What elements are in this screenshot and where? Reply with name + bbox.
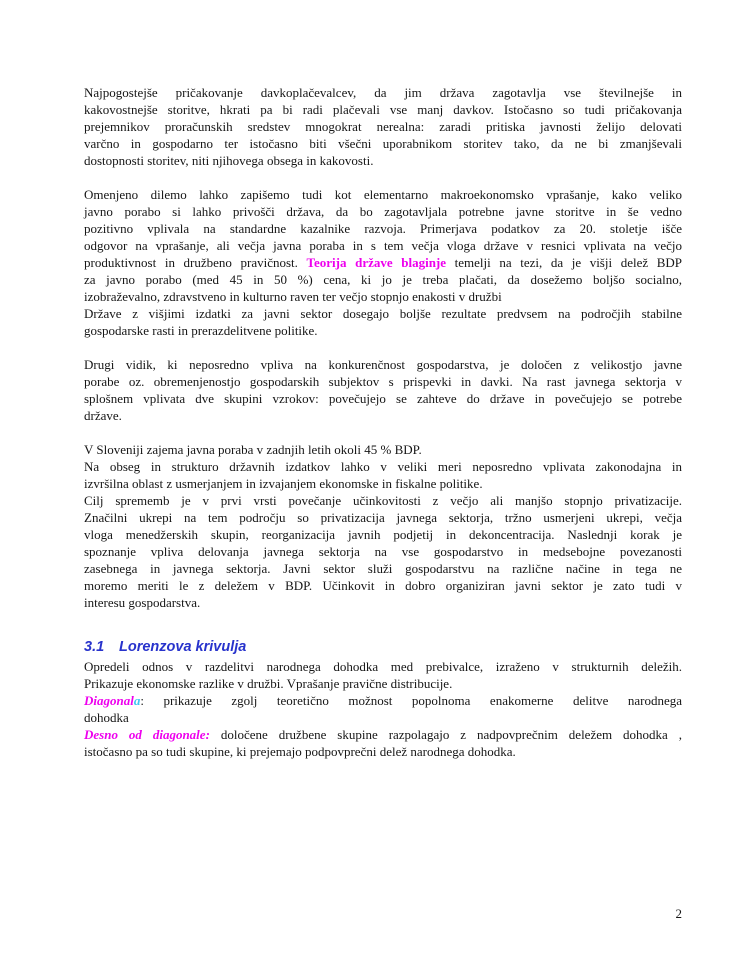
text-line: dohodka <box>84 710 129 725</box>
text-run: : prikazuje zgolj teoretično možnost popolnoma enakomerne delitve narodnega <box>140 693 682 708</box>
text-line: varčno in gospodarno ter istočasno biti všečni uporabnikom storitev tako, da ne bi zmanjševali <box>84 136 682 151</box>
text-line: spoznanje vpliva delovanja javnega sektorja na vse gospodarstvo in medsebojne povezanosti <box>84 544 682 559</box>
paragraph-slovenia-public-spending <box>84 441 682 611</box>
text-line: Cilj sprememb je v prvi vrsti povečanje učinkovitosti z večjo ali manjšo stopnjo privatizacije. <box>84 493 682 508</box>
term-desno-od-diagonale: Desno od diagonale: <box>84 727 210 742</box>
paragraph-taxpayer-expectations <box>84 84 682 169</box>
text-line: države. <box>84 408 122 423</box>
paragraph-lorenz-curve <box>84 658 682 760</box>
text-line: Najpogostejše pričakovanje davkoplačevalcev, da jim država zagotavlja vse številnejše in <box>84 85 682 100</box>
text-line: gospodarske rasti in prerazdelitvene politike. <box>84 323 318 338</box>
spacer <box>84 169 682 186</box>
text-line: prejemnikov proračunskih sredstev mnogokrat nerealna: zaradi pritiska javnosti želijo delovati <box>84 119 682 134</box>
text-line: kakovostnejše storitve, hkrati pa bi radi plačevali vse manj davkov. Istočasno so tudi pričakovanja <box>84 102 682 117</box>
page-body <box>84 84 682 760</box>
text-line <box>84 726 682 743</box>
text-line: porabe oz. obremenjenostjo gospodarskih subjektov s prispevki in davki. Na rast javnega sektorja v <box>84 374 682 389</box>
text-line: istočasno pa so tudi skupine, ki prejemajo podpovprečni delež narodnega dohodka. <box>84 744 516 759</box>
section-title: Lorenzova krivulja <box>119 639 247 655</box>
text-line: vloga menedžerskih skupin, reorganizacija javnih podjetij in dekoncentracija. Naslednji korak je <box>84 527 682 542</box>
text-line: zasebnega in javnega sektorja. Javni sektor služi gospodarstvu na različne načine in tega ne <box>84 561 682 576</box>
spacer <box>84 339 682 356</box>
highlight-welfare-state-theory: Teorija države blaginje <box>306 255 447 270</box>
text-line: izvršilna oblast z usmerjanjem in izvajanjem ekonomske in fiskalne politike. <box>84 476 483 491</box>
paragraph-macroeconomic-question <box>84 186 682 339</box>
term-diagonala: Diagonal <box>84 693 134 708</box>
text-line: Prikazuje ekonomske razlike v družbi. Vprašanje pravične distribucije. <box>84 676 453 691</box>
text-line: Drugi vidik, ki neposredno vpliva na konkurenčnost gospodarstva, je določen z velikostjo javne <box>84 357 682 372</box>
section-number: 3.1 <box>84 639 105 655</box>
text-line: pozitivno vplivala na standardne kazalnike razvoja. Primerjava podatkov za 20. stoletje išče <box>84 221 682 236</box>
text-line: odgovor na vprašanje, ali večja javna poraba in s tem večja vloga države v resnici vplivata na večjo <box>84 238 682 253</box>
text-line: interesu gospodarstva. <box>84 595 201 610</box>
page-number: 2 <box>675 906 682 921</box>
text-line: Na obseg in strukturo državnih izdatkov lahko v veliki meri neposredno vplivata zakonodajna in <box>84 459 682 474</box>
text-run: temelji na tezi, da je višji delež BDP <box>446 255 683 270</box>
term-diagonala-last-letter: a <box>133 693 141 708</box>
text-line: za javno porabo (med 45 in 50 %) cena, ki jo je treba plačati, da dosežemo boljšo socialno, <box>84 272 682 287</box>
text-run: produktivnost in družbeno pravičnost. <box>84 255 307 270</box>
spacer <box>84 424 682 441</box>
text-line: moremo meriti le z deležem v BDP. Učinkovit in dobro organiziran javni sektor je zato tudi v <box>84 578 682 593</box>
text-line: izobraževalno, zdravstveno in kulturno raven ter večjo stopnjo enakosti v družbi <box>84 289 502 304</box>
paragraph-competitiveness <box>84 356 682 424</box>
text-line <box>84 254 682 271</box>
text-line: Države z višjimi izdatki za javni sektor dosegajo boljše rezultate predvsem na področjih stabilne <box>84 306 682 321</box>
text-line: V Sloveniji zajema javna poraba v zadnjih letih okoli 45 % BDP. <box>84 442 422 457</box>
text-line: dostopnosti storitev, niti njihovega obsega in kakovosti. <box>84 153 374 168</box>
section-heading <box>84 637 682 657</box>
text-line: javno porabo si lahko privošči država, da bo zagotavljala potrebne javne storitve in še vedno <box>84 204 682 219</box>
text-line: Značilni ukrepi na tem področju so privatizacija javnega sektorja, tržno usmerjeni ukrepi, večja <box>84 510 682 525</box>
text-run: določene družbene skupine razpolagajo z nadpovprečnim deležem dohodka , <box>209 727 683 742</box>
text-line: splošnem vplivata dve skupini vzrokov: povečujejo se zahteve do države in povečujejo se potrebe <box>84 391 682 406</box>
text-line: Omenjeno dilemo lahko zapišemo tudi kot elementarno makroekonomsko vprašanje, kako veliko <box>84 187 682 202</box>
text-line <box>84 692 682 709</box>
text-line: Opredeli odnos v razdelitvi narodnega dohodka med prebivalce, izraženo v strukturnih deležih. <box>84 659 682 674</box>
